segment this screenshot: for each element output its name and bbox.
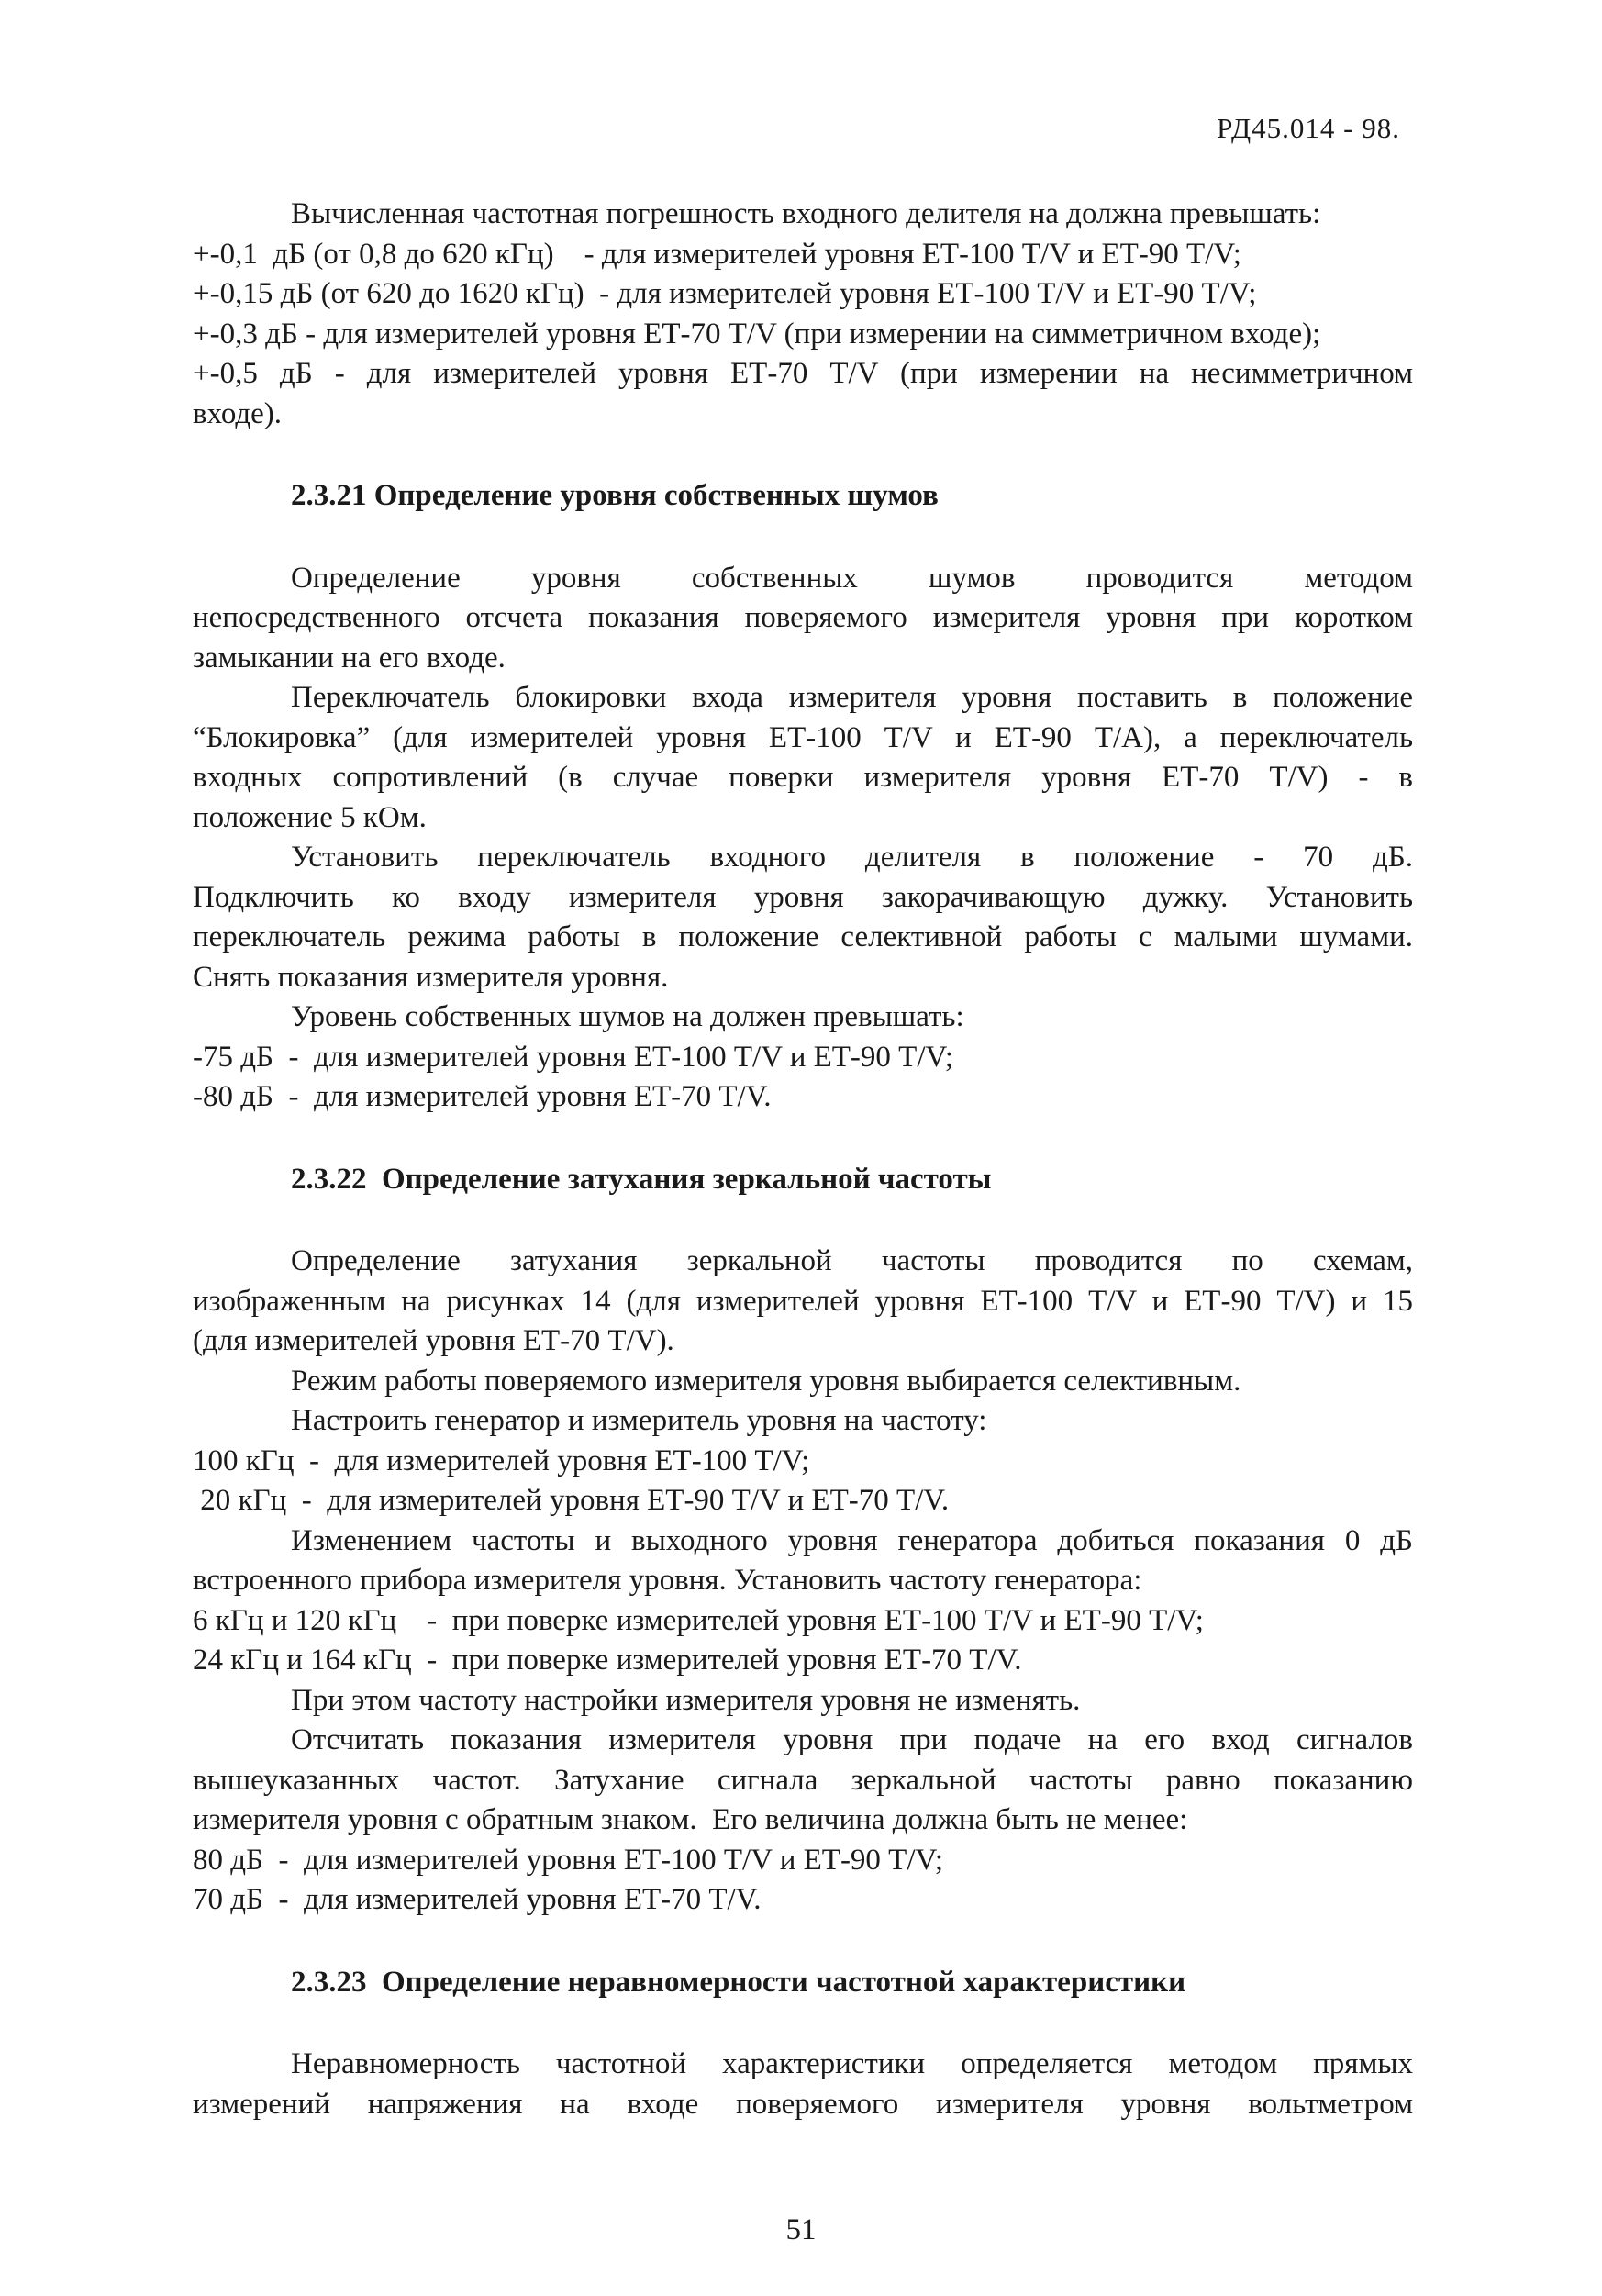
- text-block: [193, 2045, 1413, 2124]
- paragraph-spacer: [193, 517, 1413, 559]
- text-line: При этом частоту настройки измерителя уровня не изменять.: [291, 1683, 1081, 1717]
- text-line: вышеуказанных частот. Затухание сигнала зеркальной частоты равно показанию: [193, 1763, 1413, 1797]
- section-heading-block: [193, 1160, 1413, 1200]
- text-line: Отсчитать показания измерителя уровня при подаче на его вход сигналов: [291, 1723, 1413, 1756]
- text-line: (для измерителей уровня ЕТ-70 Т/V).: [193, 1324, 674, 1357]
- text-line: 70 дБ - для измерителей уровня ЕТ-70 Т/V.: [193, 1883, 762, 1916]
- section-heading: 2.3.23 Определение неравномерности частотной характеристики: [291, 1965, 1186, 1999]
- paragraph-spacer: [193, 434, 1413, 476]
- text-line: 20 кГц - для измерителей уровня ЕТ-90 Т/V и ЕТ-70 Т/V.: [193, 1484, 950, 1517]
- text-line: измерителя уровня с обратным знаком. Его величина должна быть не менее:: [193, 1803, 1188, 1836]
- text-line: 24 кГц и 164 кГц - при поверке измерителей уровня ЕТ-70 Т/V.: [193, 1644, 1022, 1677]
- text-line: Определение уровня собственных шумов проводится методом: [291, 561, 1413, 595]
- text-line: изображенным на рисунках 14 (для измерителей уровня ЕТ-100 Т/V и ЕТ-90 Т/V) и 15: [193, 1284, 1413, 1318]
- text-line: замыкании на его входе.: [193, 641, 506, 674]
- document-body: [193, 195, 1413, 2124]
- section-heading: 2.3.22 Определение затухания зеркальной частоты: [291, 1162, 992, 1196]
- text-line: непосредственного отсчета показания поверяемого измерителя уровня при коротком: [193, 601, 1413, 634]
- text-line: встроенного прибора измерителя уровня. Установить частоту генератора:: [193, 1564, 1142, 1597]
- section-heading: 2.3.21 Определение уровня собственных шумов: [291, 479, 939, 512]
- text-block: [193, 559, 1413, 1118]
- paragraph-spacer: [193, 2002, 1413, 2045]
- text-line: Неравномерность частотной характеристики определяется методом прямых: [291, 2047, 1413, 2080]
- text-line: Снять показания измерителя уровня.: [193, 960, 669, 994]
- text-line: +-0,5 дБ - для измерителей уровня ЕТ-70 Т/V (при измерении на несимметричном: [193, 357, 1413, 390]
- text-line: переключатель режима работы в положение селективной работы с малыми шумами.: [193, 920, 1413, 953]
- text-line: Настроить генератор и измеритель уровня на частоту:: [291, 1404, 987, 1437]
- section-heading-block: [193, 476, 1413, 517]
- document-code: РД45.014 - 98.: [1217, 112, 1400, 144]
- text-line: 6 кГц и 120 кГц - при поверке измерителей уровня ЕТ-100 Т/V и ЕТ-90 Т/V;: [193, 1603, 1204, 1637]
- paragraph-spacer: [193, 1199, 1413, 1242]
- text-line: “Блокировка” (для измерителей уровня ЕТ-100 Т/V и ЕТ-90 Т/А), а переключатель: [193, 720, 1413, 754]
- paragraph-spacer: [193, 1118, 1413, 1160]
- text-line: 80 дБ - для измерителей уровня ЕТ-100 Т/V и ЕТ-90 Т/V;: [193, 1843, 944, 1877]
- text-line: Режим работы поверяемого измерителя уровня выбирается селективным.: [291, 1364, 1241, 1398]
- page-number: 51: [785, 2213, 817, 2246]
- text-line: Установить переключатель входного делителя в положение - 70 дБ.: [291, 841, 1413, 874]
- text-line: Вычисленная частотная погрешность входного делителя на должна превышать:: [291, 197, 1321, 230]
- text-block: [193, 1242, 1413, 1921]
- text-line: +-0,3 дБ - для измерителей уровня ЕТ-70 Т/V (при измерении на симметричном входе);: [193, 317, 1321, 351]
- text-line: Изменением частоты и выходного уровня генератора добиться показания 0 дБ: [291, 1523, 1413, 1557]
- section-heading-block: [193, 1963, 1413, 2003]
- text-line: положение 5 кОм.: [193, 800, 427, 834]
- text-line: +-0,1 дБ (от 0,8 до 620 кГц) - для измерителей уровня ЕТ-100 Т/V и ЕТ-90 Т/V;: [193, 237, 1241, 271]
- text-block: [193, 195, 1413, 434]
- text-line: входных сопротивлений (в случае поверки измерителя уровня ЕТ-70 Т/V) - в: [193, 761, 1413, 794]
- text-line: Уровень собственных шумов на должен превышать:: [291, 1000, 964, 1033]
- text-line: Подключить ко входу измерителя уровня закорачивающую дужку. Установить: [193, 880, 1413, 914]
- text-line: Определение затухания зеркальной частоты проводится по схемам,: [291, 1244, 1413, 1277]
- text-line: -75 дБ - для измерителей уровня ЕТ-100 Т/V и ЕТ-90 Т/V;: [193, 1040, 954, 1074]
- text-line: +-0,15 дБ (от 620 до 1620 кГц) - для измерителей уровня ЕТ-100 Т/V и ЕТ-90 Т/V;: [193, 277, 1257, 310]
- paragraph-spacer: [193, 1921, 1413, 1963]
- text-line: входе).: [193, 396, 283, 430]
- text-line: Переключатель блокировки входа измерителя уровня поставить в положение: [291, 681, 1413, 714]
- text-line: 100 кГц - для измерителей уровня ЕТ-100 Т/V;: [193, 1443, 810, 1477]
- text-line: измерений напряжения на входе поверяемого измерителя уровня вольтметром: [193, 2087, 1413, 2121]
- text-line: -80 дБ - для измерителей уровня ЕТ-70 Т/V.: [193, 1080, 772, 1113]
